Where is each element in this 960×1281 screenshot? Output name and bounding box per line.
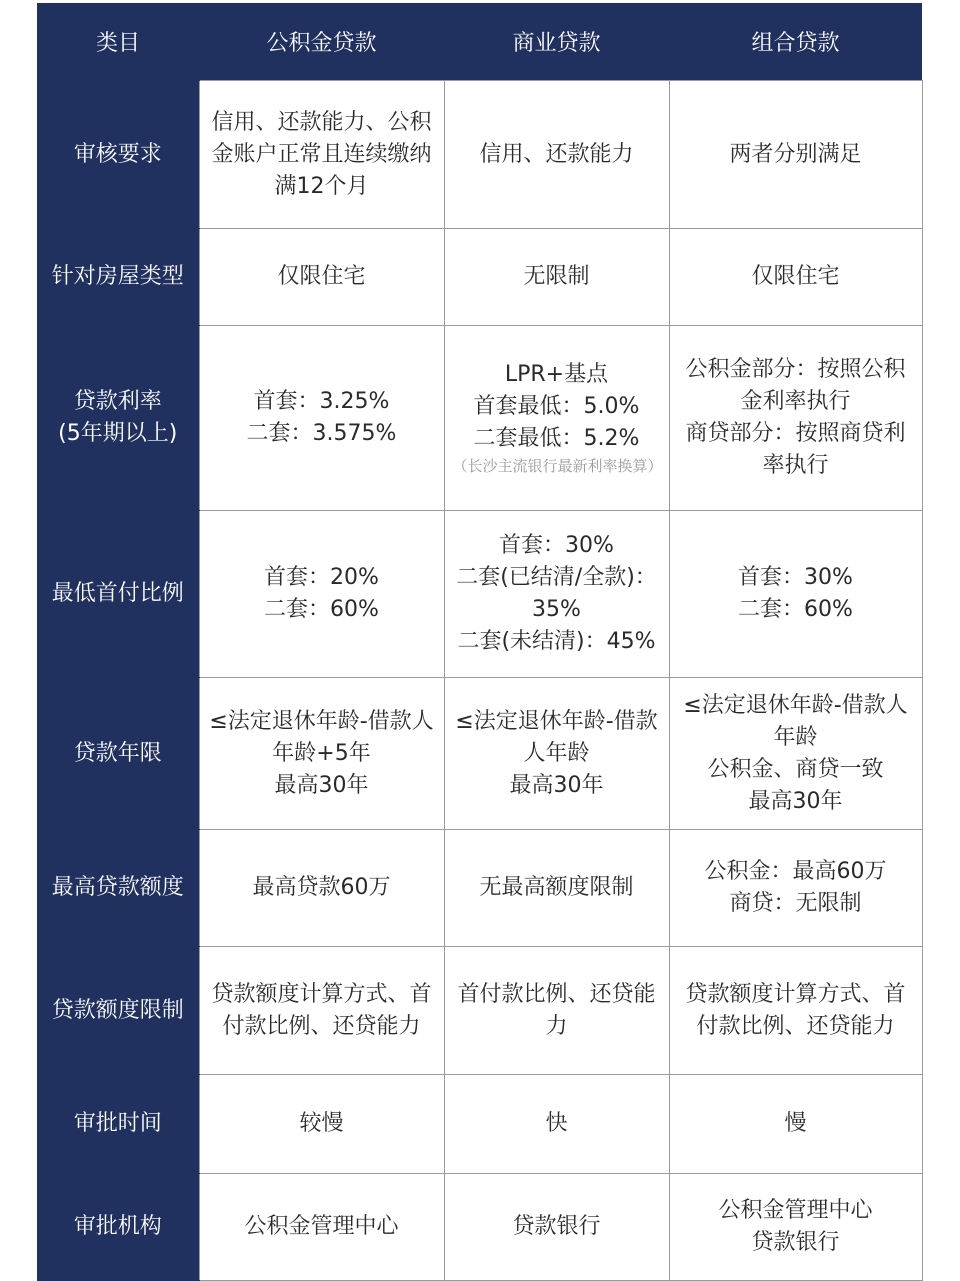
cell-text: 商贷：无限制 (729, 891, 862, 916)
cell-rate-zh (669, 326, 922, 511)
cell-review-zh (669, 81, 922, 229)
cell-text: 仅限住宅 (751, 264, 840, 289)
cell-text: 公积金：最高60万 (704, 859, 887, 884)
cell-text: 信用、还款能力 (479, 141, 634, 167)
cell-text: 二套：3.575% (246, 421, 397, 446)
row-agency (37, 1174, 922, 1281)
cell-text: 最高30年 (274, 772, 369, 798)
cell-downpay-sy (444, 511, 669, 678)
header-combined-loan: 组合贷款 (669, 3, 922, 81)
row-label-rate-line2: (5年期以上) (58, 421, 178, 446)
rate-source-note: （长沙主流银行最新利率换算） (452, 457, 663, 475)
row-housing (37, 229, 922, 326)
cell-text: 快 (545, 1111, 568, 1136)
cell-downpay-zh (669, 511, 922, 678)
cell-text: 贷款额度计算方式、首付款比例、还贷能力 (211, 981, 432, 1039)
row-label-rate (37, 326, 199, 511)
cell-text: ≤法定退休年龄-借款人年龄 (683, 692, 908, 750)
cell-approvaltime-sy (444, 1075, 669, 1174)
row-maxamount (37, 830, 922, 947)
cell-term-zh (669, 678, 922, 830)
cell-text: 首套：3.25% (253, 389, 390, 414)
cell-agency-gjj (199, 1174, 444, 1281)
cell-text: 二套：60% (264, 597, 379, 622)
cell-housing-sy (444, 229, 669, 326)
cell-text: 最高30年 (748, 788, 843, 814)
cell-text: 无限制 (523, 264, 590, 289)
cell-text: ≤法定退休年龄-借款人年龄 (455, 708, 658, 766)
cell-term-gjj (199, 678, 444, 830)
row-label-review: 审核要求 (37, 81, 199, 229)
row-label-term: 贷款年限 (37, 678, 199, 830)
cell-text: 仅限住宅 (277, 264, 366, 289)
cell-text: ≤法定退休年龄-借款人年龄+5年 (209, 708, 434, 766)
cell-text: 贷款银行 (751, 1230, 840, 1255)
cell-text: 信用、还款能力、公积金账户正常且连续缴纳满12个月 (211, 109, 432, 199)
cell-text: 最高30年 (509, 772, 604, 798)
cell-text: 首套：20% (264, 565, 379, 590)
cell-agency-sy (444, 1174, 669, 1281)
header-commercial-loan: 商业贷款 (444, 3, 669, 81)
row-review (37, 81, 922, 229)
cell-maxamount-zh (669, 830, 922, 947)
cell-text: 二套(未结清)：45% (457, 629, 656, 654)
cell-limit-zh (669, 947, 922, 1075)
row-limit (37, 947, 922, 1075)
row-downpay (37, 511, 922, 678)
row-label-approvaltime: 审批时间 (37, 1075, 199, 1174)
cell-text: 最高贷款60万 (252, 875, 391, 900)
cell-text: 公积金部分：按照公积金利率执行 (685, 357, 906, 414)
cell-review-sy (444, 81, 669, 229)
row-label-maxamount: 最高贷款额度 (37, 830, 199, 947)
cell-text: 首套：30% (738, 565, 853, 590)
cell-text: 首套：30% (499, 533, 614, 558)
cell-housing-zh (669, 229, 922, 326)
row-label-housing: 针对房屋类型 (37, 229, 199, 326)
cell-maxamount-gjj (199, 830, 444, 947)
cell-text: 贷款额度计算方式、首付款比例、还贷能力 (685, 981, 906, 1039)
row-label-downpay: 最低首付比例 (37, 511, 199, 678)
cell-text: 公积金管理中心 (244, 1214, 399, 1239)
cell-text: 商贷部分：按照商贷利率执行 (685, 421, 906, 478)
cell-rate-sy (444, 326, 669, 511)
row-label-limit: 贷款额度限制 (37, 947, 199, 1075)
cell-text: 二套：60% (738, 597, 853, 622)
header-row (37, 3, 922, 81)
loan-comparison-table (37, 3, 923, 1281)
loan-comparison-page (37, 3, 922, 1280)
cell-maxamount-sy (444, 830, 669, 947)
cell-limit-sy (444, 947, 669, 1075)
cell-text: 二套(已结清/全款)：35% (456, 565, 657, 622)
cell-text: 二套最低：5.2% (473, 426, 640, 451)
cell-text: 首付款比例、还贷能力 (457, 981, 656, 1039)
cell-text: LPR+基点 (504, 362, 609, 387)
cell-text: 首套最低：5.0% (473, 394, 640, 419)
cell-agency-zh (669, 1174, 922, 1281)
row-label-agency: 审批机构 (37, 1174, 199, 1281)
cell-housing-gjj (199, 229, 444, 326)
row-term (37, 678, 922, 830)
header-provident-fund-loan: 公积金贷款 (199, 3, 444, 81)
cell-text: 慢 (784, 1111, 807, 1136)
cell-text: 无最高额度限制 (479, 875, 634, 900)
cell-downpay-gjj (199, 511, 444, 678)
cell-term-sy (444, 678, 669, 830)
cell-text: 较慢 (299, 1111, 344, 1136)
cell-text: 两者分别满足 (729, 141, 862, 167)
cell-approvaltime-gjj (199, 1075, 444, 1174)
cell-text: 公积金管理中心 (718, 1198, 873, 1223)
cell-approvaltime-zh (669, 1075, 922, 1174)
cell-text: 公积金、商贷一致 (707, 756, 884, 782)
row-label-rate-line1: 贷款利率 (73, 389, 162, 414)
row-rate (37, 326, 922, 511)
cell-review-gjj (199, 81, 444, 229)
cell-text: 贷款银行 (512, 1214, 601, 1239)
cell-limit-gjj (199, 947, 444, 1075)
header-category: 类目 (37, 3, 199, 81)
row-approvaltime (37, 1075, 922, 1174)
cell-rate-gjj (199, 326, 444, 511)
